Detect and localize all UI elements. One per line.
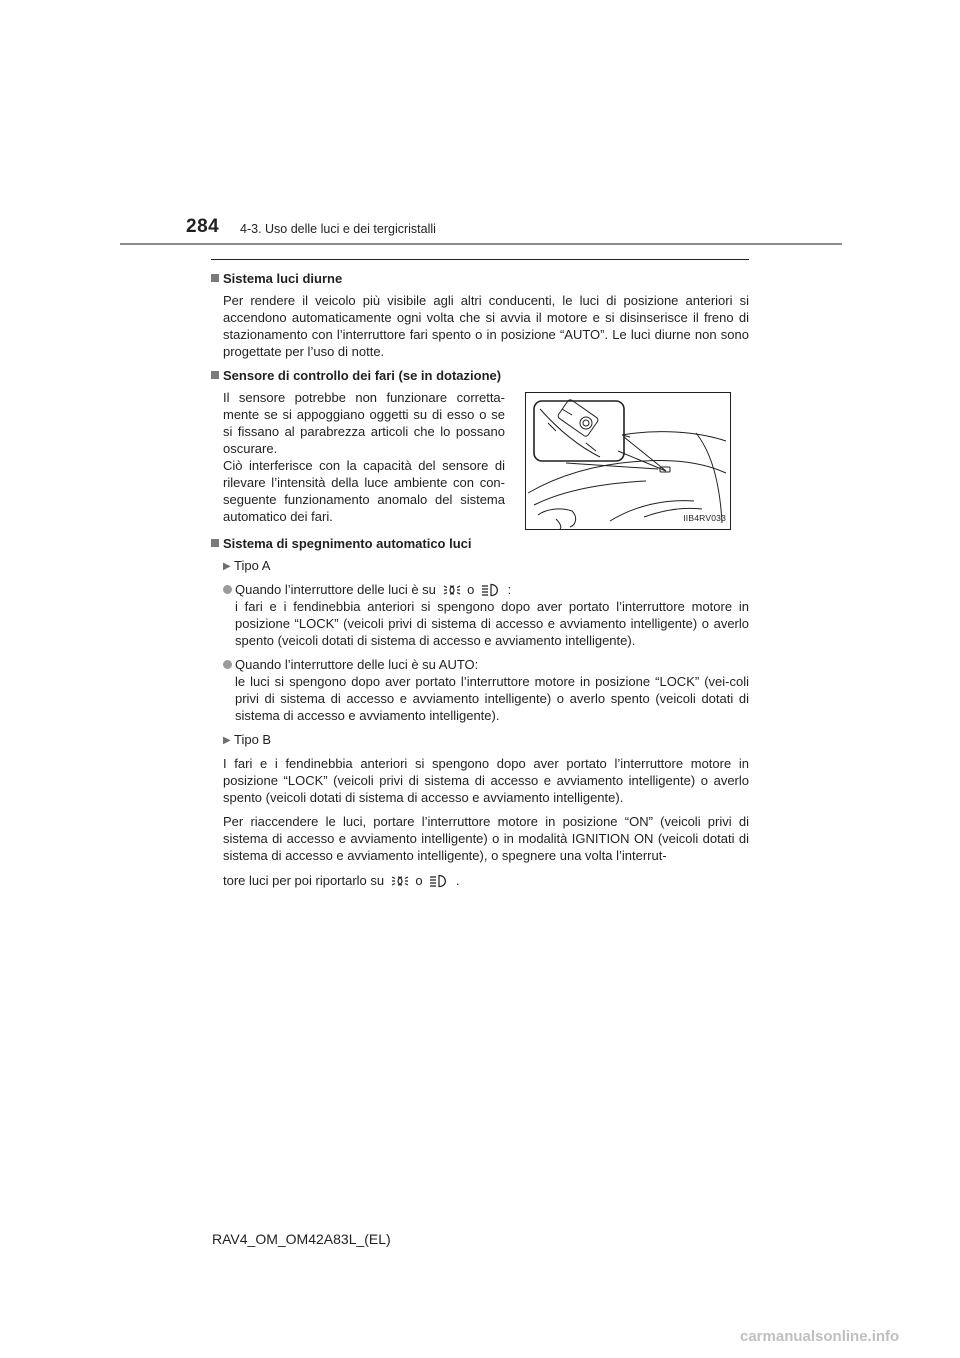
figure-code: IIB4RV033 — [683, 513, 726, 523]
para3-end: . — [455, 873, 460, 888]
content-rule — [211, 259, 749, 260]
sensor-text-2: Ciò interferisce con la capacità del sensore di rilevare l’intensità della luce ambiente con con-seguente funzionamento anomalo del sistema automatico dei fari. — [223, 458, 505, 524]
parking-light-icon — [443, 583, 461, 597]
headlight-icon — [429, 874, 449, 888]
heading-auto-off: Sistema di spegnimento automatico luci — [211, 535, 749, 552]
para3-lead: tore luci per poi riportarlo su — [223, 873, 385, 888]
bullet1-or: o — [467, 582, 475, 597]
header-rule — [120, 243, 842, 245]
list-item — [223, 656, 749, 724]
drl-text: Per rendere il veicolo più visibile agli altri conducenti, le luci di posizione anteriori si accendono automaticamente ogni volta che si avvia il motore e si disinserisce il freno di stazionamento con l’interruttore fari spento o in posizione “AUTO”. Le luci diurne non sono progettate per l’uso di notte. — [223, 293, 749, 359]
sensor-block — [223, 389, 749, 530]
windshield-sensor-illustration — [526, 393, 730, 529]
footer-model: RAV4_OM_OM42A83L_(EL) — [212, 1231, 391, 1247]
parking-light-icon — [391, 874, 409, 888]
type-b-label — [223, 731, 749, 748]
bullet2-text: le luci si spengono dopo aver portato l’interruttore motore in posizione “LOCK” (vei-coli privi di sistema di accesso e avviamento intelligente) o averlo spento (veicoli dotati di sistema di accesso e avviamento intelligente). — [235, 674, 749, 723]
sensor-text — [223, 389, 505, 530]
bullet1-lead: Quando l’interruttore delle luci è su — [235, 582, 436, 597]
type-a-text: Tipo A — [234, 558, 271, 573]
page-number: 284 — [186, 216, 220, 237]
bullet-icon — [223, 660, 232, 669]
heading-sensor: Sensore di controllo dei fari (se in dotazione) — [211, 367, 749, 384]
sensor-text-1: Il sensore potrebbe non funzionare corretta-mente se si appoggiano oggetti su di esso o se si fissano al parabrezza articoli che lo possano oscurare. — [223, 390, 505, 456]
headlight-icon — [481, 583, 501, 597]
arrow-right-icon: ▶ — [223, 561, 231, 572]
section-title: 4-3. Uso delle luci e dei tergicristalli — [240, 222, 436, 236]
bullet2-lead: Quando l’interruttore delle luci è su AUTO: — [235, 657, 479, 672]
bullet1-text: i fari e i fendinebbia anteriori si spengono dopo aver portato l’interruttore motore in posizione “LOCK” (veicoli privi di sistema di accesso e avviamento intelligente) o averlo spento (veicoli dotati di sistema di accesso e avviamento intelligente). — [235, 599, 749, 648]
type-a-label — [223, 557, 749, 574]
bullet1-colon: : — [507, 582, 512, 597]
type-b-para-2: Per riaccendere le luci, portare l’interruttore motore in posizione “ON” (veicoli privi di sistema di accesso e avviamento intelligente) o in modalità IGNITION ON (veicoli dotati di sistema di accesso e avviamento intelligente), o spegnere una volta l’interrut- — [223, 814, 749, 863]
bullet-icon — [223, 585, 232, 594]
type-b-para-1: I fari e i fendinebbia anteriori si spengono dopo aver portato l’interruttore motore in posizione “LOCK” (veicoli privi di sistema di accesso e avviamento intelligente) o averlo spento (veicoli dotati di sistema di accesso e avviamento intelligente). — [223, 756, 749, 805]
type-b-para-3 — [223, 872, 749, 889]
watermark: carmanualsonline.info — [740, 1328, 900, 1345]
arrow-right-icon: ▶ — [223, 735, 231, 746]
para3-or: o — [415, 873, 423, 888]
type-b-text: Tipo B — [234, 732, 272, 747]
page-content — [211, 270, 749, 896]
heading-drl: Sistema luci diurne — [211, 270, 749, 287]
list-item — [223, 581, 749, 649]
sensor-figure — [525, 392, 731, 530]
